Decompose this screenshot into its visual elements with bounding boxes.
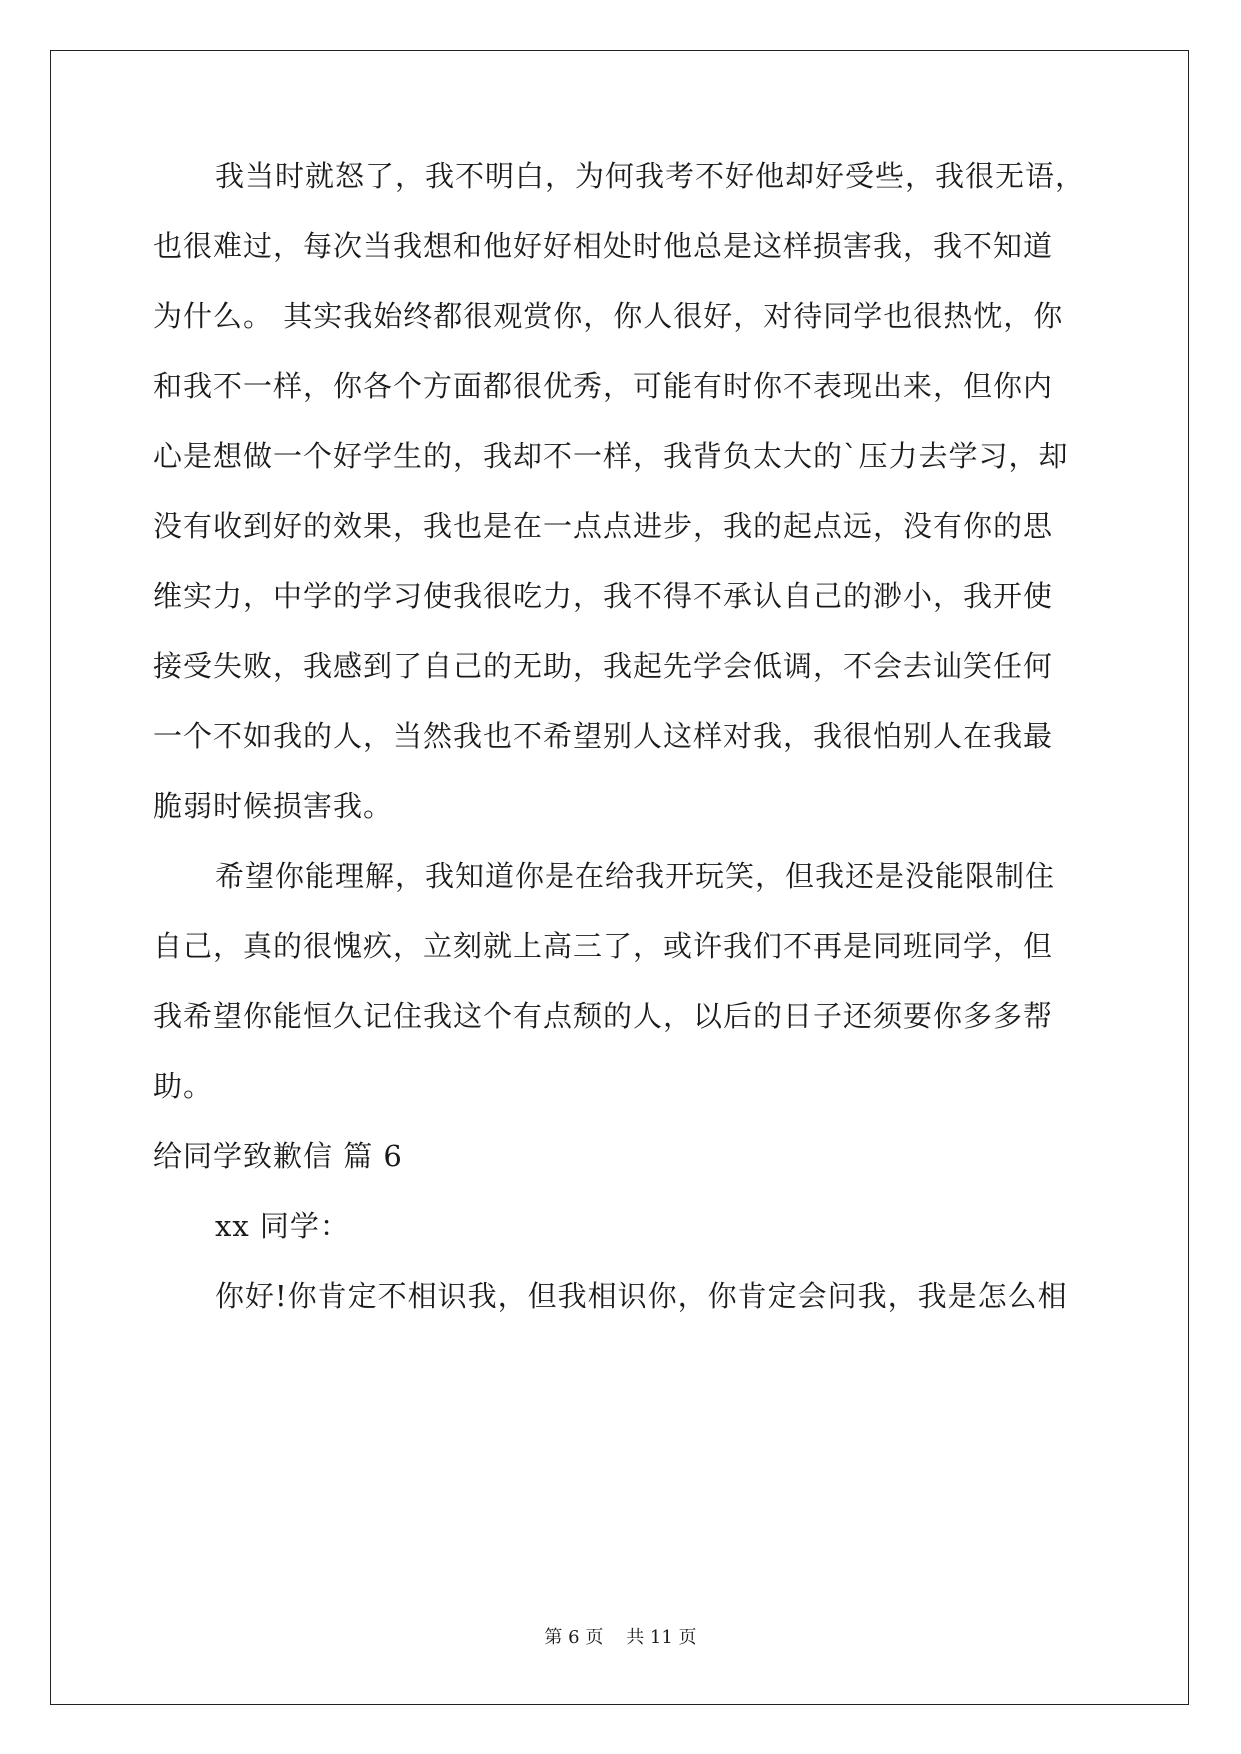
- text-line: 一个不如我的人，当然我也不希望别人这样对我，我很怕别人在我最: [153, 719, 1054, 753]
- text-line: 接受失败，我感到了自己的无助，我起先学会低调，不会去讪笑任何: [153, 649, 1054, 683]
- text-line: 我当时就怒了，我不明白，为何我考不好他却好受些，我很无语，: [215, 159, 1086, 193]
- text-line: 也很难过，每次当我想和他好好相处时他总是这样损害我，我不知道: [153, 229, 1054, 263]
- text-line: 你好!你肯定不相识我，但我相识你，你肯定会问我，我是怎么相: [215, 1279, 1068, 1313]
- text-line: 自己，真的很愧疚，立刻就上高三了，或许我们不再是同班同学，但: [153, 929, 1054, 963]
- text-line: 脆弱时候损害我。: [153, 789, 394, 823]
- salutation: xx 同学：: [215, 1209, 350, 1243]
- text-line: 我希望你能恒久记住我这个有点颓的人，以后的日子还须要你多多帮: [153, 999, 1054, 1033]
- text-line: 维实力，中学的学习使我很吃力，我不得不承认自己的渺小，我开使: [153, 579, 1054, 613]
- page-number-footer: 第 6 页 共 11 页: [544, 1627, 697, 1648]
- text-line: 和我不一样，你各个方面都很优秀，可能有时你不表现出来，但你内: [153, 369, 1054, 403]
- text-line: 为什么。 其实我始终都很观赏你，你人很好，对待同学也很热忱，你: [153, 299, 1064, 333]
- text-line: 希望你能理解，我知道你是在给我开玩笑，但我还是没能限制住: [215, 859, 1056, 893]
- section-heading: 给同学致歉信 篇 6: [153, 1139, 403, 1173]
- text-line: 没有收到好的效果，我也是在一点点进步，我的起点远，没有你的思: [153, 509, 1054, 543]
- text-line: 心是想做一个好学生的，我却不一样，我背负太大的`压力去学习，却: [153, 439, 1069, 473]
- text-line: 助。: [153, 1069, 214, 1103]
